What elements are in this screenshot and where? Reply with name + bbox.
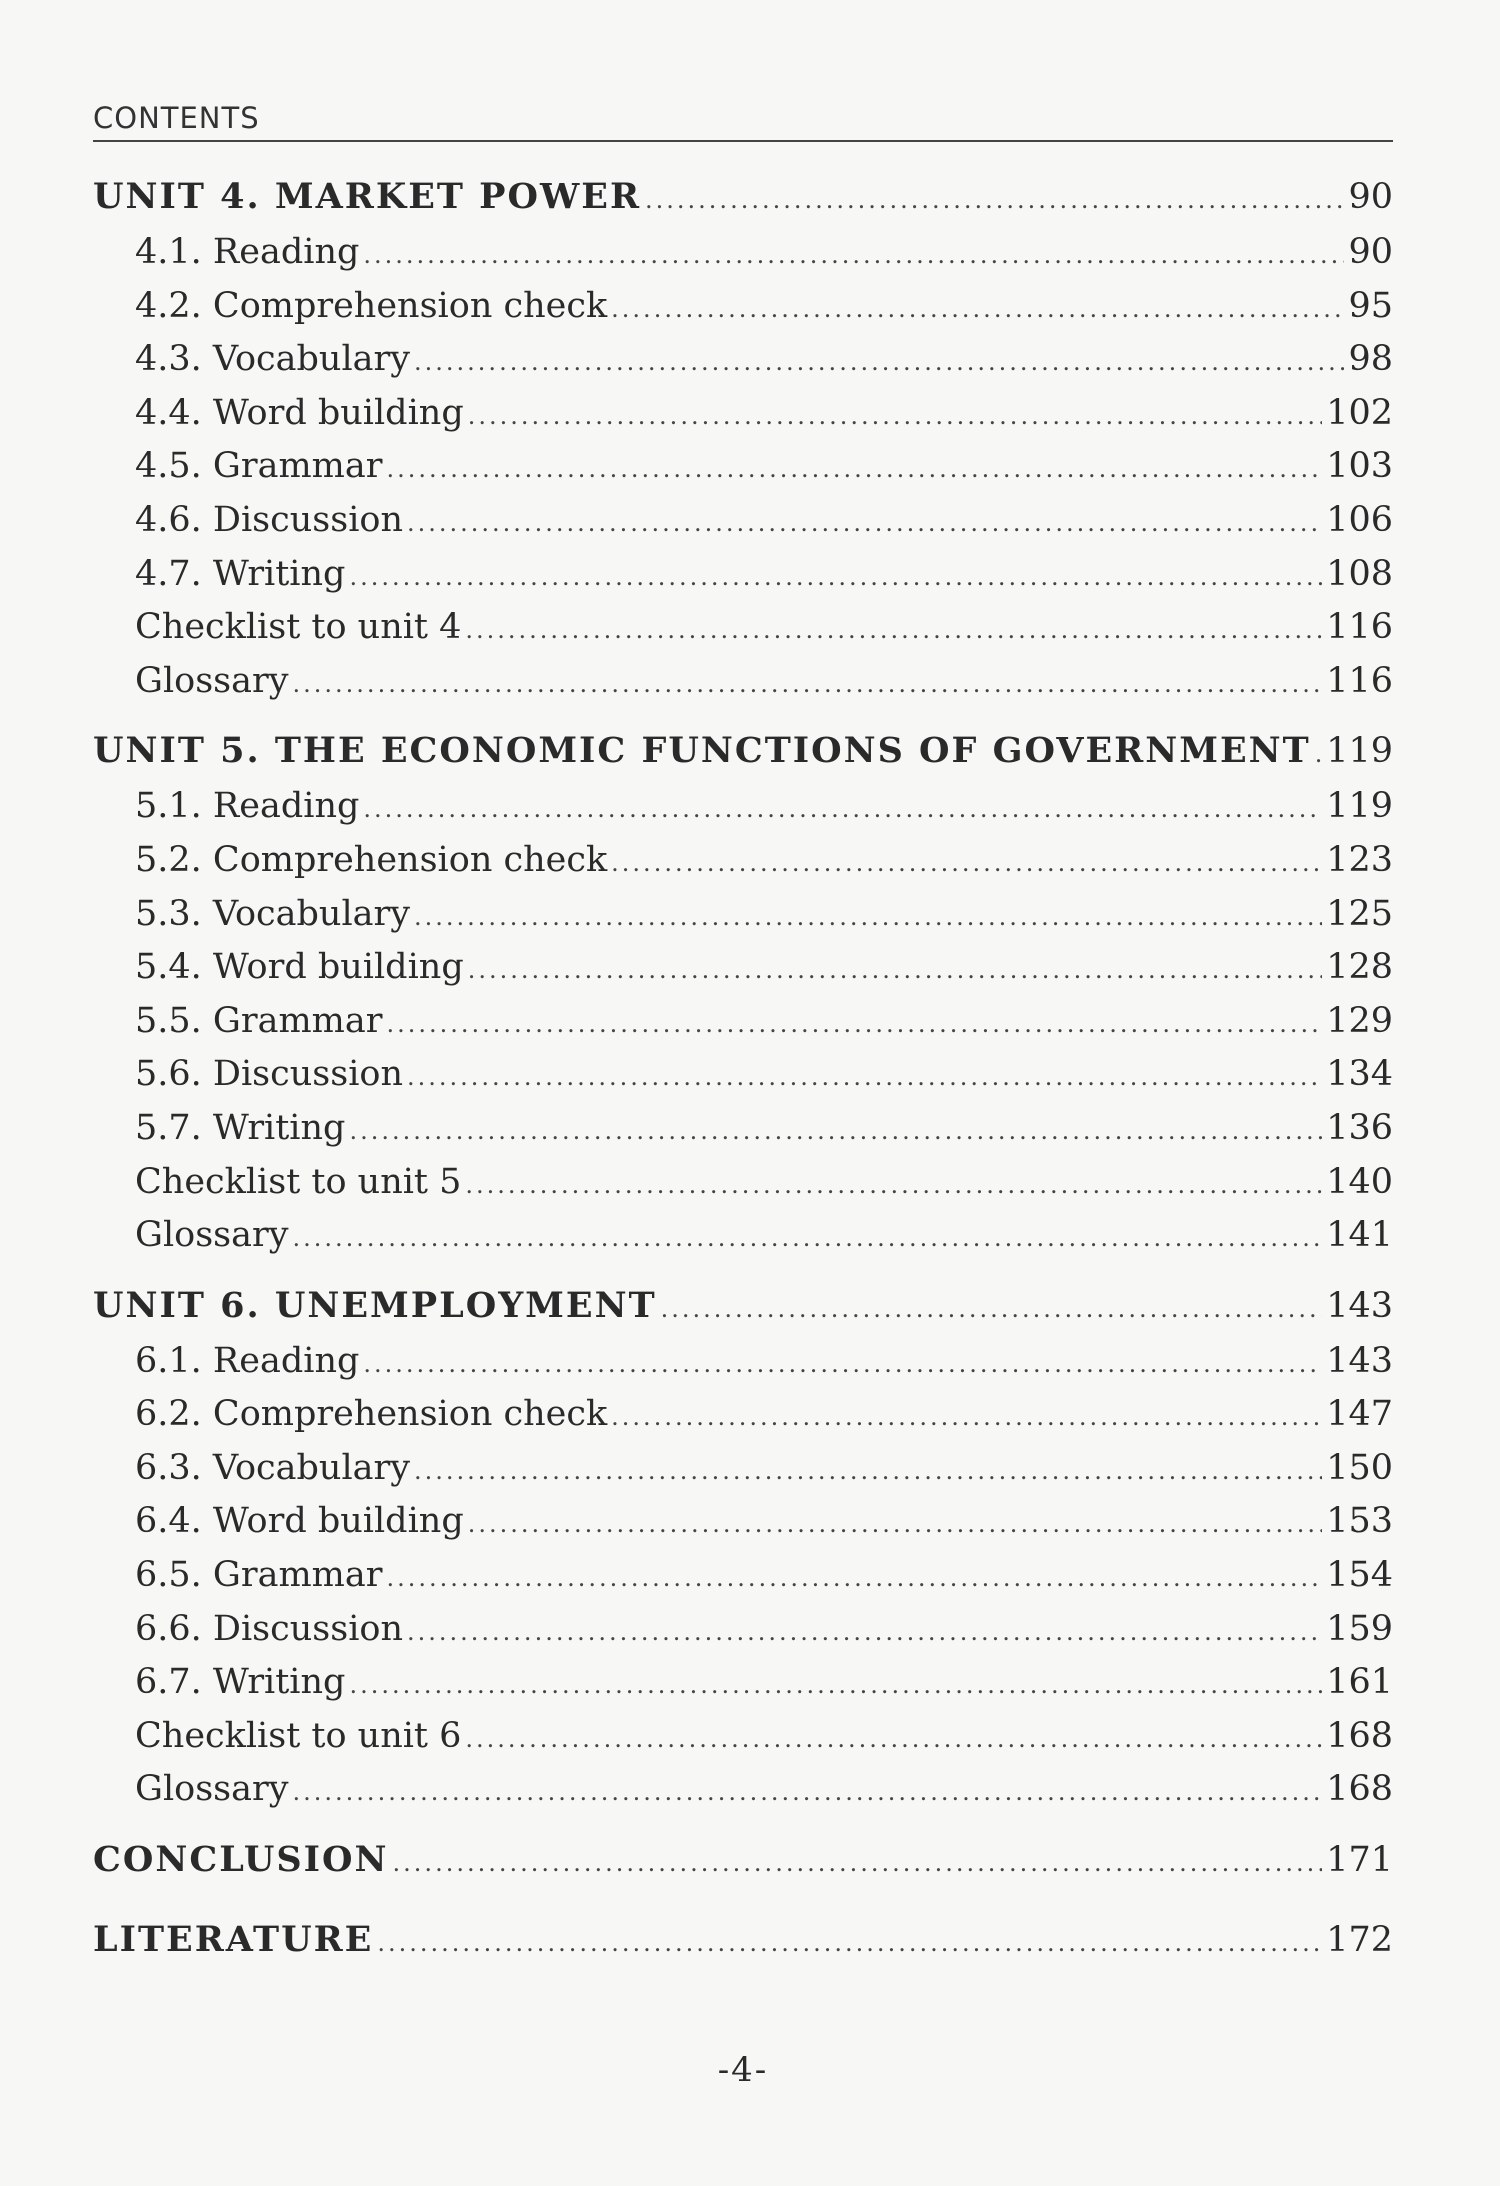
page-number: 119: [1326, 731, 1393, 772]
dot-leader: [393, 1834, 1323, 1892]
entry-label: 5.4. Word building: [135, 947, 464, 988]
dot-leader: [349, 1659, 1322, 1713]
page-number: 141: [1326, 1215, 1393, 1256]
entry-label: 5.1. Reading: [135, 786, 360, 827]
entry-label: 5.6. Discussion: [135, 1054, 404, 1095]
page-number: 159: [1326, 1608, 1393, 1649]
dot-leader: [293, 1766, 1323, 1820]
page-number: 119: [1326, 786, 1393, 827]
page-number: 153: [1326, 1501, 1393, 1542]
page-number: 123: [1326, 839, 1393, 880]
entry-label: 4.5. Grammar: [135, 446, 383, 487]
dot-leader: [645, 171, 1344, 229]
entry-label: Checklist to unit 6: [135, 1715, 462, 1756]
dot-leader: [661, 1280, 1323, 1338]
page-folio: -4-: [717, 2050, 769, 2090]
dot-leader: [377, 1914, 1322, 1972]
toc-entry: [93, 1656, 1393, 1710]
unit-title: UNIT 6. UNEMPLOYMENT: [93, 1284, 657, 1326]
dot-leader: [1315, 725, 1322, 783]
dot-leader: [465, 1159, 1322, 1213]
entry-label: Glossary: [135, 1769, 289, 1810]
toc-entry: [93, 1549, 1393, 1603]
toc-entry: [93, 494, 1393, 548]
page-number: 134: [1326, 1054, 1393, 1095]
toc-entry: [93, 548, 1393, 602]
dot-leader: [611, 837, 1322, 891]
unit-4-section: [93, 168, 1393, 708]
toc-entry: [93, 1209, 1393, 1263]
conclusion-heading: [93, 1831, 1393, 1889]
literature-section: [93, 1911, 1393, 1969]
dot-leader: [465, 1713, 1322, 1767]
dot-leader: [611, 283, 1344, 337]
toc-entry: [93, 655, 1393, 709]
entry-label: 6.3. Vocabulary: [135, 1447, 411, 1488]
page-number: 140: [1326, 1161, 1393, 1202]
page-number: 172: [1326, 1920, 1393, 1961]
page-number: 98: [1348, 339, 1393, 380]
dot-leader: [363, 1338, 1322, 1392]
page-number: 143: [1326, 1340, 1393, 1381]
entry-label: 6.5. Grammar: [135, 1555, 383, 1596]
toc-entry: [93, 995, 1393, 1049]
toc-entry: [93, 1048, 1393, 1102]
unit-6-heading: [93, 1277, 1393, 1335]
toc-entry: [93, 1442, 1393, 1496]
toc-entry: [93, 1102, 1393, 1156]
dot-leader: [293, 658, 1323, 712]
unit-5-heading: [93, 722, 1393, 780]
toc-entry: [93, 1335, 1393, 1389]
section-title: LITERATURE: [93, 1919, 374, 1961]
entry-label: 4.4. Word building: [135, 392, 464, 433]
entry-label: 6.4. Word building: [135, 1501, 464, 1542]
page-number: 108: [1326, 553, 1393, 594]
toc-entry: [93, 888, 1393, 942]
page-number: 147: [1326, 1394, 1393, 1435]
toc-entry: [93, 834, 1393, 888]
literature-heading: [93, 1911, 1393, 1969]
page-number: 136: [1326, 1107, 1393, 1148]
page-number: 90: [1348, 232, 1393, 272]
dot-leader: [349, 1105, 1322, 1159]
page-number: 154: [1326, 1555, 1393, 1596]
dot-leader: [363, 783, 1322, 837]
toc-entry: [93, 333, 1393, 387]
toc-entry: [93, 440, 1393, 494]
toc-entry: [93, 1763, 1393, 1817]
dot-leader: [414, 336, 1344, 390]
page-number: 128: [1326, 947, 1393, 988]
dot-leader: [468, 390, 1322, 444]
entry-label: 4.6. Discussion: [135, 499, 404, 540]
unit-5-section: [93, 722, 1393, 1262]
entry-label: Checklist to unit 5: [135, 1161, 462, 1202]
page-number: 143: [1326, 1285, 1393, 1326]
entry-label: 5.2. Comprehension check: [135, 839, 608, 880]
dot-leader: [386, 443, 1322, 497]
dot-leader: [465, 604, 1322, 658]
page-number: 95: [1348, 285, 1393, 326]
page-number: 106: [1326, 499, 1393, 540]
entry-label: Glossary: [135, 1215, 289, 1256]
entry-label: Checklist to unit 4: [135, 607, 462, 648]
toc-entry: [93, 280, 1393, 334]
page-number: 161: [1326, 1662, 1393, 1703]
dot-leader: [407, 1051, 1322, 1105]
toc-entry: [93, 1495, 1393, 1549]
entry-label: 4.2. Comprehension check: [135, 285, 608, 326]
entry-label: 6.7. Writing: [135, 1662, 346, 1703]
unit-title: UNIT 4. MARKET POWER: [93, 176, 642, 217]
toc-entry: [93, 780, 1393, 834]
dot-leader: [363, 229, 1344, 283]
dot-leader: [407, 497, 1322, 551]
toc-entry: [93, 226, 1393, 280]
page-number: 150: [1326, 1447, 1393, 1488]
toc-entry: [93, 601, 1393, 655]
dot-leader: [468, 944, 1322, 998]
entry-label: 4.3. Vocabulary: [135, 339, 411, 380]
contents-page: [93, 100, 1393, 2140]
page-number: 103: [1326, 446, 1393, 487]
section-title: CONCLUSION: [93, 1839, 389, 1881]
entry-label: 4.1. Reading: [135, 232, 360, 272]
toc-entry: [93, 941, 1393, 995]
entry-label: 6.1. Reading: [135, 1340, 360, 1381]
entry-label: 6.6. Discussion: [135, 1608, 404, 1649]
toc-entry: [93, 1710, 1393, 1764]
entry-label: 6.2. Comprehension check: [135, 1394, 608, 1435]
page-number: 116: [1326, 607, 1393, 648]
dot-leader: [349, 551, 1322, 605]
page-number: 171: [1326, 1840, 1393, 1881]
unit-6-section: [93, 1277, 1393, 1817]
entry-label: 5.7. Writing: [135, 1107, 346, 1148]
running-head: CONTENTS: [93, 100, 1393, 142]
conclusion-section: [93, 1831, 1393, 1889]
dot-leader: [468, 1498, 1322, 1552]
entry-label: 5.5. Grammar: [135, 1000, 383, 1041]
page-number: 168: [1326, 1715, 1393, 1756]
toc-entry: [93, 1603, 1393, 1657]
dot-leader: [407, 1606, 1322, 1660]
entry-label: 5.3. Vocabulary: [135, 893, 411, 934]
page-number: 125: [1326, 893, 1393, 934]
toc-entry: [93, 1156, 1393, 1210]
unit-4-heading: [93, 168, 1393, 226]
dot-leader: [293, 1212, 1323, 1266]
page-number: 90: [1348, 177, 1393, 217]
table-of-contents: [93, 168, 1393, 1969]
entry-label: 4.7. Writing: [135, 553, 346, 594]
page-number: 116: [1326, 660, 1393, 701]
unit-title: UNIT 5. THE ECONOMIC FUNCTIONS OF GOVERNMENT: [93, 730, 1311, 772]
dot-leader: [414, 1445, 1322, 1499]
dot-leader: [611, 1391, 1322, 1445]
dot-leader: [414, 891, 1322, 945]
dot-leader: [386, 998, 1322, 1052]
page-number: 102: [1326, 392, 1393, 433]
toc-entry: [93, 387, 1393, 441]
entry-label: Glossary: [135, 660, 289, 701]
page-number: 129: [1326, 1000, 1393, 1041]
toc-entry: [93, 1388, 1393, 1442]
dot-leader: [386, 1552, 1322, 1606]
page-number: 168: [1326, 1769, 1393, 1810]
